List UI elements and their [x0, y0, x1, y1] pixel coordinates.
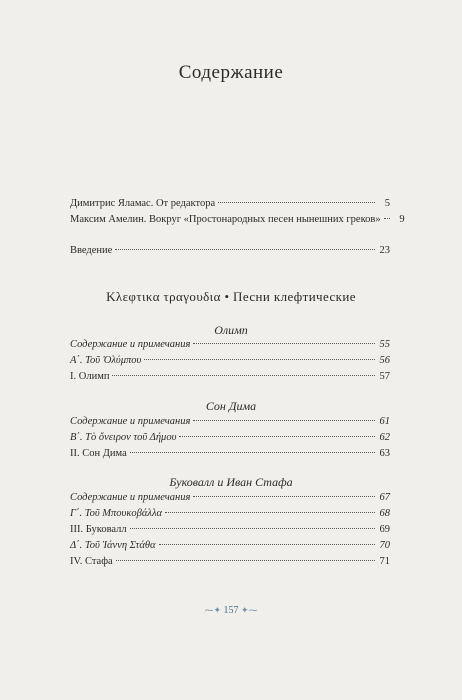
toc-entry-label: Содержание и примечания [70, 416, 191, 427]
toc-entry [70, 338, 390, 352]
toc-entry [70, 213, 405, 227]
ornament-right-icon: ✦⁓ [241, 605, 258, 615]
toc-entry-page: 68 [379, 508, 390, 519]
leader-dots [165, 512, 375, 513]
toc-entry-page: 5 [384, 198, 390, 209]
page-number: 157 [223, 605, 239, 616]
group-heading: Сон Дима [205, 399, 257, 413]
toc-entry-label: Α΄. Τοῦ Ὀλύμπου [70, 355, 142, 366]
group-heading: Олимп [214, 323, 248, 337]
toc-entry [70, 447, 390, 461]
toc-entry-label: IV. Стафа [70, 556, 113, 567]
section-title: Κλεφτικα τραγουδια • Песни клефтические [106, 289, 356, 304]
toc-entry [70, 523, 390, 537]
toc-entry-label: Γ΄. Τοῦ Μπουκοβάλλα [70, 508, 163, 519]
leader-dots [130, 452, 375, 453]
toc-entry-label: Β΄. Τὸ ὄνειρον τοῦ Δήμου [70, 432, 177, 443]
leader-dots [112, 375, 375, 376]
toc-entry [70, 539, 390, 553]
toc-entry-page: 55 [379, 339, 390, 350]
toc-entry-label: Димитрис Яламас. От редактора [70, 198, 216, 209]
toc-entry [70, 431, 390, 445]
page-title: Содержание [178, 62, 284, 83]
ornament-left-icon: ⁓✦ [204, 605, 221, 615]
toc-entry [70, 415, 390, 429]
toc-entry-page: 63 [379, 448, 390, 459]
toc-entry [70, 197, 390, 211]
toc-entry-label: Содержание и примечания [70, 492, 191, 503]
leader-dots [179, 436, 375, 437]
toc-entry-label: III. Буковалл [70, 524, 127, 535]
leader-dots [115, 249, 375, 250]
group-heading: Буковалл и Иван Стафа [169, 475, 293, 489]
leader-dots [218, 202, 375, 203]
leader-dots [159, 544, 376, 545]
leader-dots [193, 496, 375, 497]
toc-entry-page: 57 [379, 371, 390, 382]
toc-entry-label: II. Сон Дима [70, 448, 127, 459]
leader-dots [193, 420, 375, 421]
leader-dots [116, 560, 375, 561]
toc-entry-page: 70 [379, 540, 390, 551]
toc-entry [70, 491, 390, 505]
toc-entry [70, 354, 390, 368]
leader-dots [193, 343, 375, 344]
page-number-folio [0, 605, 462, 616]
leader-dots [384, 218, 390, 219]
toc-entry-page: 9 [399, 214, 405, 225]
toc-entry-page: 67 [379, 492, 390, 503]
toc-entry-page: 23 [379, 245, 390, 256]
toc-entry [70, 244, 390, 258]
toc-entry-page: 56 [379, 355, 390, 366]
toc-entry-page: 62 [379, 432, 390, 443]
toc-entry [70, 507, 390, 521]
leader-dots [130, 528, 375, 529]
toc-entry-label: Введение [70, 245, 113, 256]
toc-entry-page: 61 [379, 416, 390, 427]
toc-entry-label: Δ΄. Τοῦ Ἰάννη Στάθα [70, 540, 156, 551]
toc-entry-label: I. Олимп [70, 371, 110, 382]
toc-entry-label: Максим Амелин. Вокруг «Простонародных песен нынешних греков» [70, 214, 381, 225]
toc-entry-page: 69 [379, 524, 390, 535]
toc-entry-label: Содержание и примечания [70, 339, 191, 350]
toc-entry [70, 370, 390, 384]
toc-entry-page: 71 [379, 556, 390, 567]
toc-entry [70, 555, 390, 569]
leader-dots [144, 359, 375, 360]
